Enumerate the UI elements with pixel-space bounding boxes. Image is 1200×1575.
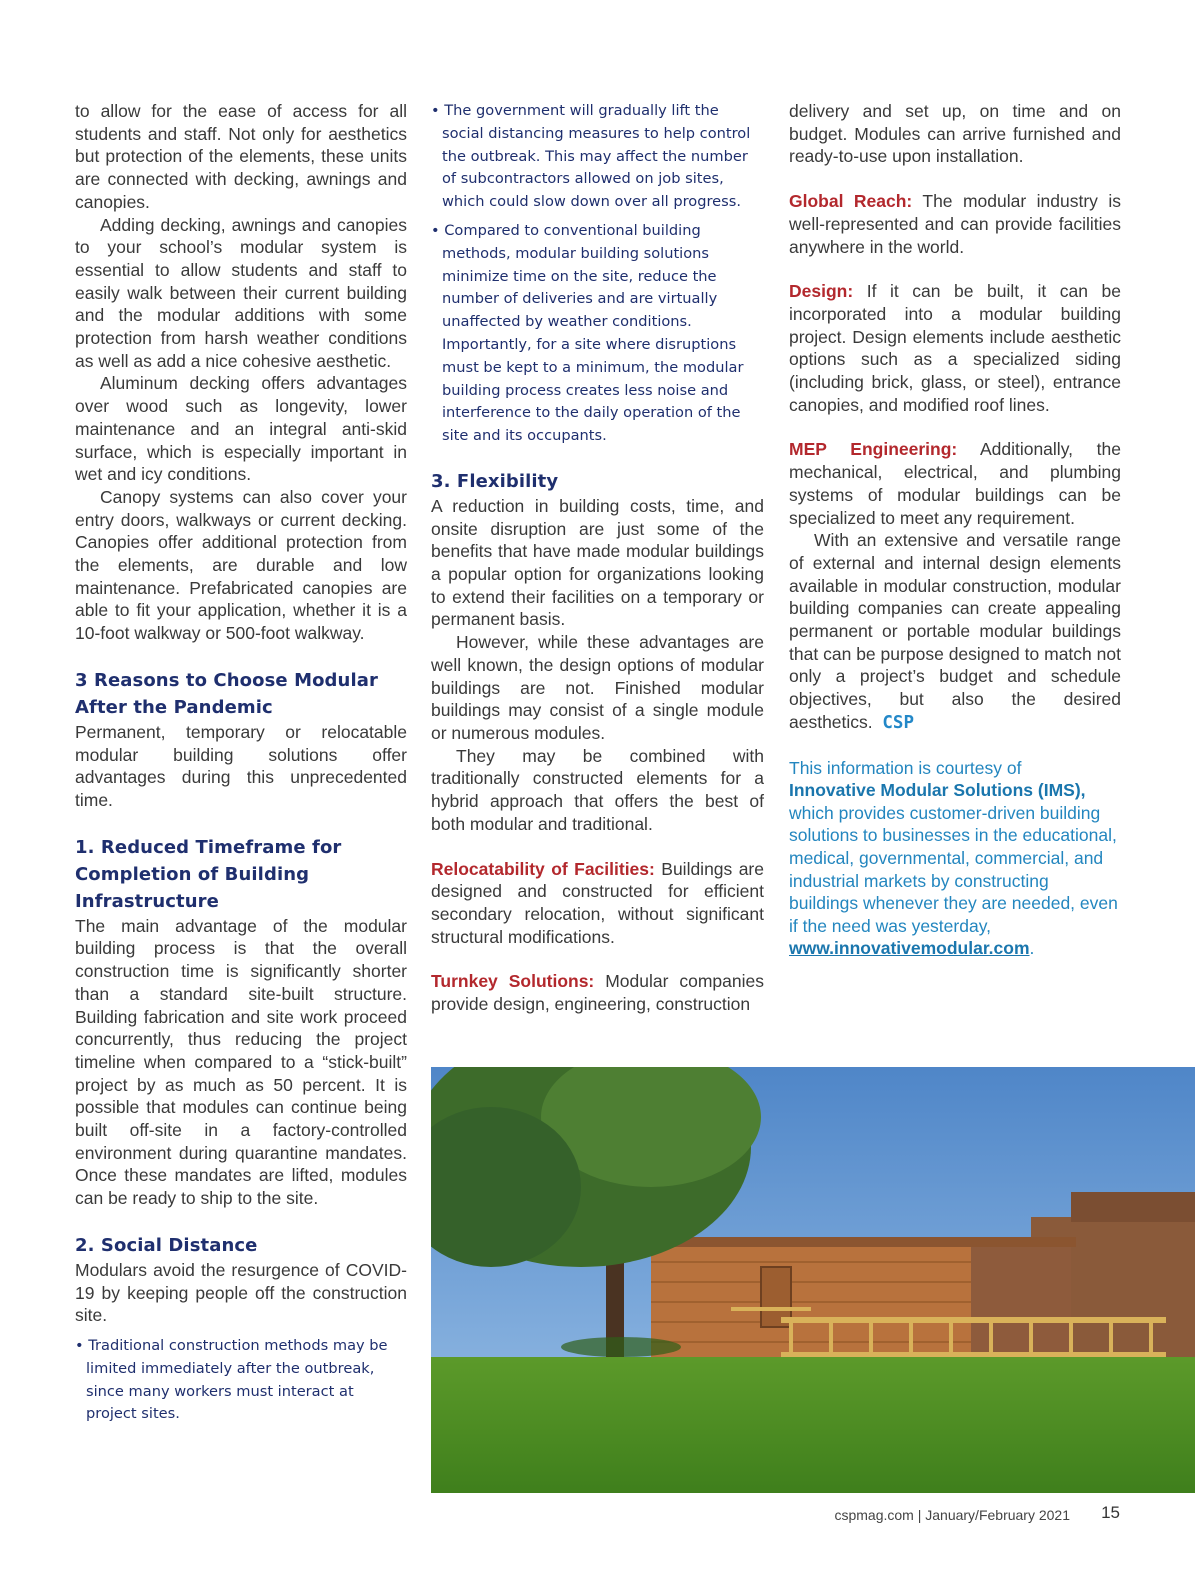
final-paragraph-text: With an extensive and versatile range of external and internal design elements available in modular construction, modular building companies can create appealing permanent or portable modular buildings that can be purpose designed to match not only a project’s budget and schedule objectives, but also the desired aesthetics. [789, 530, 1121, 732]
global-reach-text: The modular industry is well-represented and can provide facilities anywhere in the world. [789, 191, 1121, 257]
bullet-list [75, 1335, 407, 1426]
relocatability-text: Buildings are designed and constructed for efficient secondary relocation, without significant structural modifications. [431, 858, 764, 947]
credit-end: . [1029, 938, 1035, 959]
credit-intro: This information is courtesy of [789, 757, 1022, 778]
design-text: If it can be built, it can be incorporated into a modular building project. Design elements include aesthetic options such as a specialized siding (including brick, glass, or steel), entrance canopies, and modified roof lines. [789, 281, 1121, 415]
section-heading-reasons: 3 Reasons to Choose Modular After the Pandemic [75, 669, 378, 718]
credit-website-link[interactable]: www.innovativemodular.com [789, 938, 1030, 959]
page-footer [700, 1503, 1120, 1527]
body-paragraph: A reduction in building costs, time, and onsite disruption are just some of the benefits that have made modular buildings a popular option for organizations looking to extend their facilities on a temporary or permanent basis. [431, 495, 764, 630]
credit-box [789, 757, 1121, 960]
page-number: 15 [1101, 1503, 1120, 1522]
bullet-item: • Compared to conventional building methods, modular building solutions minimize time on the site, reduce the number of deliveries and are virtually unaffected by weather conditions. Importantly, for a site where disruptions must be kept to a minimum, the modular building process creates less noise and interference to the daily operation of the site and its occupants. [431, 221, 744, 445]
section-heading-reduced-timeframe: 1. Reduced Timeframe for Completion of Building Infrastructure [75, 836, 342, 912]
body-paragraph: Aluminum decking offers advantages over wood such as longevity, lower maintenance and an integral anti-skid surface, which is especially important in wet and icy conditions. [75, 373, 407, 485]
column-1 [75, 100, 407, 1432]
column-2 [431, 100, 764, 1016]
body-paragraph: Permanent, temporary or relocatable modular building solutions offer advantages during this unprecedented time. [75, 721, 407, 810]
relocatability-label: Relocatability of Facilities: [431, 858, 655, 879]
bullet-list [431, 100, 764, 448]
body-paragraph: Adding decking, awnings and canopies to your school’s modular system is essential to allow students and staff to easily walk between their current building and the modular additions with some protection from harsh weather conditions as well as add a nice cohesive aesthetic. [75, 214, 407, 371]
turnkey-label: Turnkey Solutions: [431, 971, 595, 992]
turnkey-text: Modular companies provide design, engineering, construction [431, 971, 764, 1015]
mep-paragraph [789, 438, 1121, 529]
body-paragraph: They may be combined with traditionally constructed elements for a hybrid approach that offers the best of both modular and traditional. [431, 745, 764, 834]
section-heading-social-distance: 2. Social Distance [75, 1234, 258, 1256]
section-heading-flexibility: 3. Flexibility [431, 470, 559, 492]
csp-end-mark: CSP [882, 712, 914, 733]
design-label: Design: [789, 281, 854, 302]
design-paragraph [789, 280, 1121, 416]
body-paragraph: Canopy systems can also cover your entry doors, walkways or current decking. Canopies offer additional protection from the elements, are durable and low maintenance. Prefabricated canopies are able to fit your application, whether it is a 10-foot walkway or 500-foot walkway. [75, 486, 407, 644]
modular-building-photo [431, 1067, 1195, 1493]
body-paragraph: The main advantage of the modular building process is that the overall construction time is significantly shorter than a standard site-built structure. Building fabrication and site work proceed concurrently, thus reducing the project timeline when compared to a “stick-built” project by as much as 50 percent. It is possible that modules can continue being built off-site in a factory-controlled environment during quarantine mandates. Once these mandates are lifted, modules can be ready to ship to the site. [75, 915, 407, 1209]
mep-text: Additionally, the mechanical, electrical, and plumbing systems of modular buildings can be specialized to meet any requirement. [789, 439, 1121, 528]
body-paragraph: Modulars avoid the resurgence of COVID-19 by keeping people off the construction site. [75, 1259, 407, 1326]
bullet-item: • The government will gradually lift the social distancing measures to help control the outbreak. This may affect the number of subcontractors allowed on job sites, which could slow down over all progress. [431, 102, 751, 211]
turnkey-paragraph [431, 970, 764, 1015]
bullet-item: • Traditional construction methods may be limited immediately after the outbreak, since many workers must interact at project sites. [75, 1336, 388, 1423]
body-paragraph: delivery and set up, on time and on budget. Modules can arrive furnished and ready-to-use upon installation. [789, 101, 1121, 167]
body-paragraph [789, 529, 1121, 734]
footer-issue-text: cspmag.com | January/February 2021 [834, 1507, 1070, 1523]
credit-company: Innovative Modular Solutions (IMS), [789, 780, 1086, 801]
mep-label: MEP Engineering: [789, 439, 958, 460]
body-paragraph: However, while these advantages are well known, the design options of modular buildings are not. Finished modular buildings may consist of a single module or numerous modules. [431, 632, 764, 743]
credit-text: which provides customer-driven building solutions to businesses in the educational, medical, governmental, commercial, and industrial markets by constructing buildings whenever they are needed, even if the need was yesterday, [789, 802, 1118, 936]
column-3 [789, 100, 1121, 960]
relocatability-paragraph [431, 858, 764, 949]
global-reach-label: Global Reach: [789, 191, 913, 212]
body-paragraph: to allow for the ease of access for all students and staff. Not only for aesthetics but protection of the elements, these units are connected with decking, awnings and canopies. [75, 101, 407, 212]
global-reach-paragraph [789, 190, 1121, 258]
